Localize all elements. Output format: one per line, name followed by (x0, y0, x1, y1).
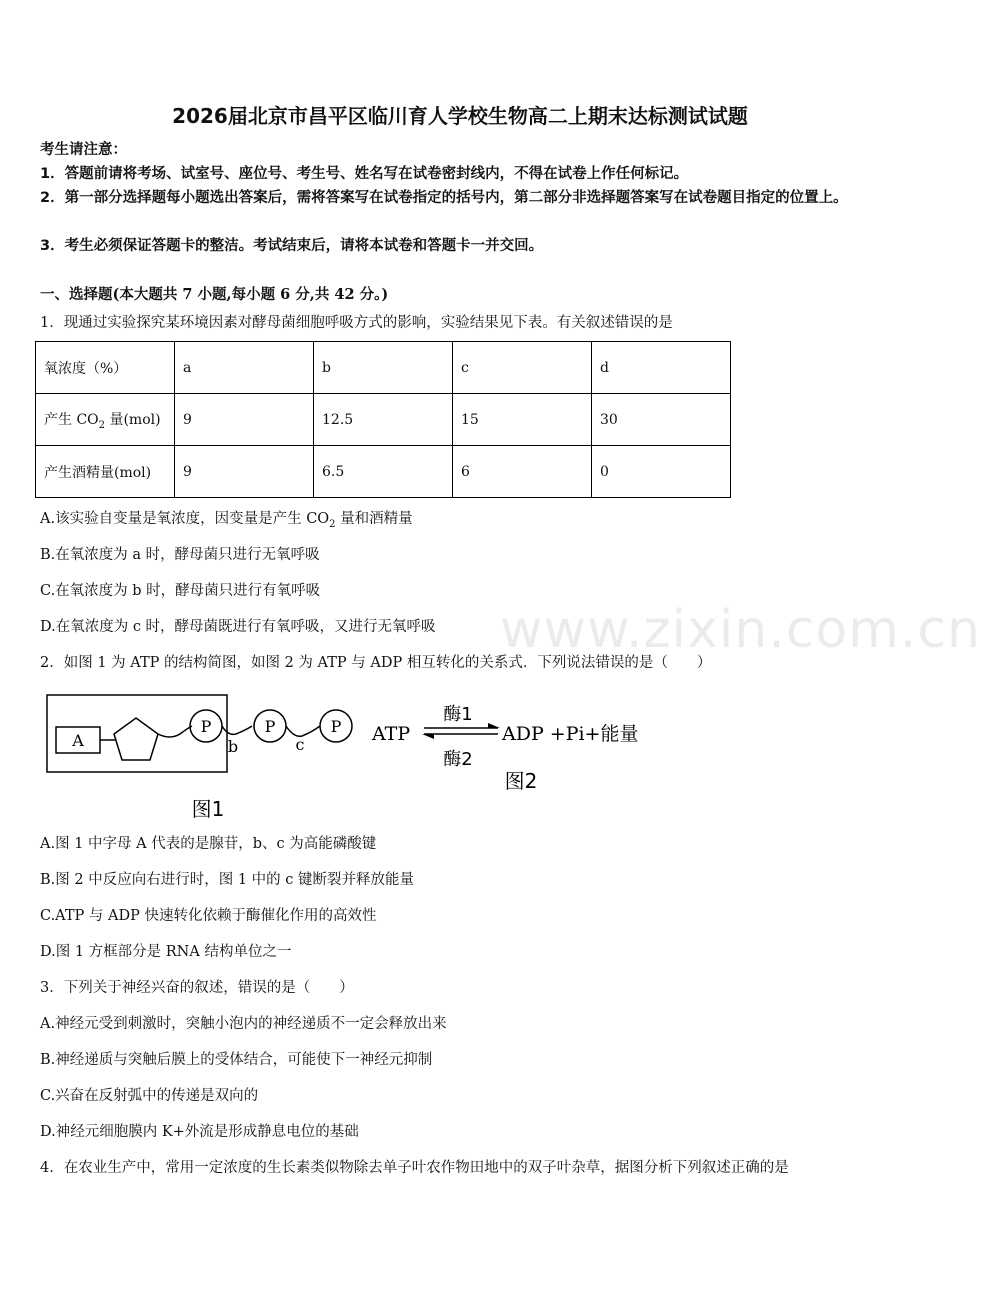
table-cell: 6 (453, 446, 592, 498)
enzyme1-label: 酶1 (443, 704, 473, 725)
q1-option-a (40, 509, 413, 535)
bond-b-label: b (227, 737, 239, 756)
notice-item-2: 2．第一部分选择题每小题选出答案后，需将答案写在试卷指定的括号内，第二部分非选择题答案写在试卷题目指定的位置上。 (40, 190, 848, 206)
atp-label: ATP (372, 723, 411, 745)
q4-stem: 4．在农业生产中，常用一定浓度的生长素类似物除去单子叶农作物田地中的双子叶杂草，据图分析下列叙述正确的是 (40, 1160, 789, 1176)
table-cell: a (175, 342, 314, 394)
q3-stem: 3．下列关于神经兴奋的叙述，错误的是（ ） (40, 980, 354, 996)
q2-option-a: A.图 1 中字母 A 代表的是腺苷，b、c 为高能磷酸键 (40, 836, 377, 852)
table-cell: b (314, 342, 453, 394)
option-text: A.该实验自变量是氧浓度，因变量是产生 CO (40, 511, 330, 527)
table-cell: 9 (175, 394, 314, 446)
q2-option-b: B.图 2 中反应向右进行时，图 1 中的 c 键断裂并释放能量 (40, 872, 414, 888)
page-title: 2026届北京市昌平区临川育人学校生物高二上期末达标测试试题 (172, 104, 748, 128)
adp-label: ADP +Pi+能量 (502, 723, 639, 745)
table-cell: 6.5 (314, 446, 453, 498)
notice-heading: 考生请注意： (40, 142, 127, 158)
q1-option-d: D.在氧浓度为 c 时，酵母菌既进行有氧呼吸，又进行无氧呼吸 (40, 619, 436, 635)
table-cell: c (453, 342, 592, 394)
q3-option-a: A.神经元受到刺激时，突触小泡内的神经递质不一定会释放出来 (40, 1016, 447, 1032)
table-cell: 15 (453, 394, 592, 446)
enzyme2-label: 酶2 (443, 749, 473, 770)
notice-item-1: 1．答题前请将考场、试室号、座位号、考生号、姓名写在试卷密封线内，不得在试卷上作任何标记。 (40, 166, 689, 182)
table-row-label: 产生酒精量(mol) (36, 446, 175, 498)
fig1-caption: 图1 (191, 797, 225, 821)
subscript: 2 (329, 518, 336, 530)
option-text: 量和酒精量 (335, 511, 413, 527)
table-row-label: 氧浓度（%） (36, 342, 175, 394)
fig2-caption: 图2 (504, 769, 538, 793)
notice-item-3: 3．考生必须保证答题卡的整洁。考试结束后，请将本试卷和答题卡一并交回。 (40, 238, 544, 254)
table-cell: 30 (592, 394, 731, 446)
q3-option-d: D.神经元细胞膜内 K+外流是形成静息电位的基础 (40, 1124, 359, 1140)
label-text: 产生 CO (44, 411, 99, 428)
watermark: www.zixin.com.cn (500, 600, 981, 660)
table-row (36, 394, 731, 446)
table-cell: 12.5 (314, 394, 453, 446)
phosphate-label: P (264, 717, 276, 736)
q2-option-c: C.ATP 与 ADP 快速转化依赖于酶催化作用的高效性 (40, 908, 377, 924)
phosphate-label: P (200, 717, 212, 736)
section-title: 一、选择题(本大题共 7 小题,每小题 6 分,共 42 分。) (40, 286, 389, 303)
q1-stem: 1．现通过实验探究某环境因素对酵母菌细胞呼吸方式的影响，实验结果见下表。有关叙述错误的是 (40, 315, 673, 331)
table-row-label (36, 394, 175, 446)
subscript: 2 (98, 419, 106, 431)
table-cell: 0 (592, 446, 731, 498)
bond-c-label: c (295, 735, 305, 754)
phosphate-label: P (330, 717, 342, 736)
table-cell: d (592, 342, 731, 394)
q2-option-d: D.图 1 方框部分是 RNA 结构单位之一 (40, 944, 292, 960)
q3-option-c: C.兴奋在反射弧中的传递是双向的 (40, 1088, 259, 1104)
ribose-pentagon (114, 718, 158, 760)
q2-stem: 2．如图 1 为 ATP 的结构简图，如图 2 为 ATP 与 ADP 相互转化的关系式．下列说法错误的是（ ） (40, 655, 712, 671)
atp-figures (40, 690, 680, 825)
table-row (36, 342, 731, 394)
q1-table (35, 341, 731, 498)
table-cell: 9 (175, 446, 314, 498)
label-text: 量(mol) (105, 411, 161, 428)
q1-option-c: C.在氧浓度为 b 时，酵母菌只进行有氧呼吸 (40, 583, 321, 599)
q3-option-b: B.神经递质与突触后膜上的受体结合，可能使下一神经元抑制 (40, 1052, 433, 1068)
q1-option-b: B.在氧浓度为 a 时，酵母菌只进行无氧呼吸 (40, 547, 320, 563)
table-row (36, 446, 731, 498)
adenine-label: A (72, 731, 84, 750)
